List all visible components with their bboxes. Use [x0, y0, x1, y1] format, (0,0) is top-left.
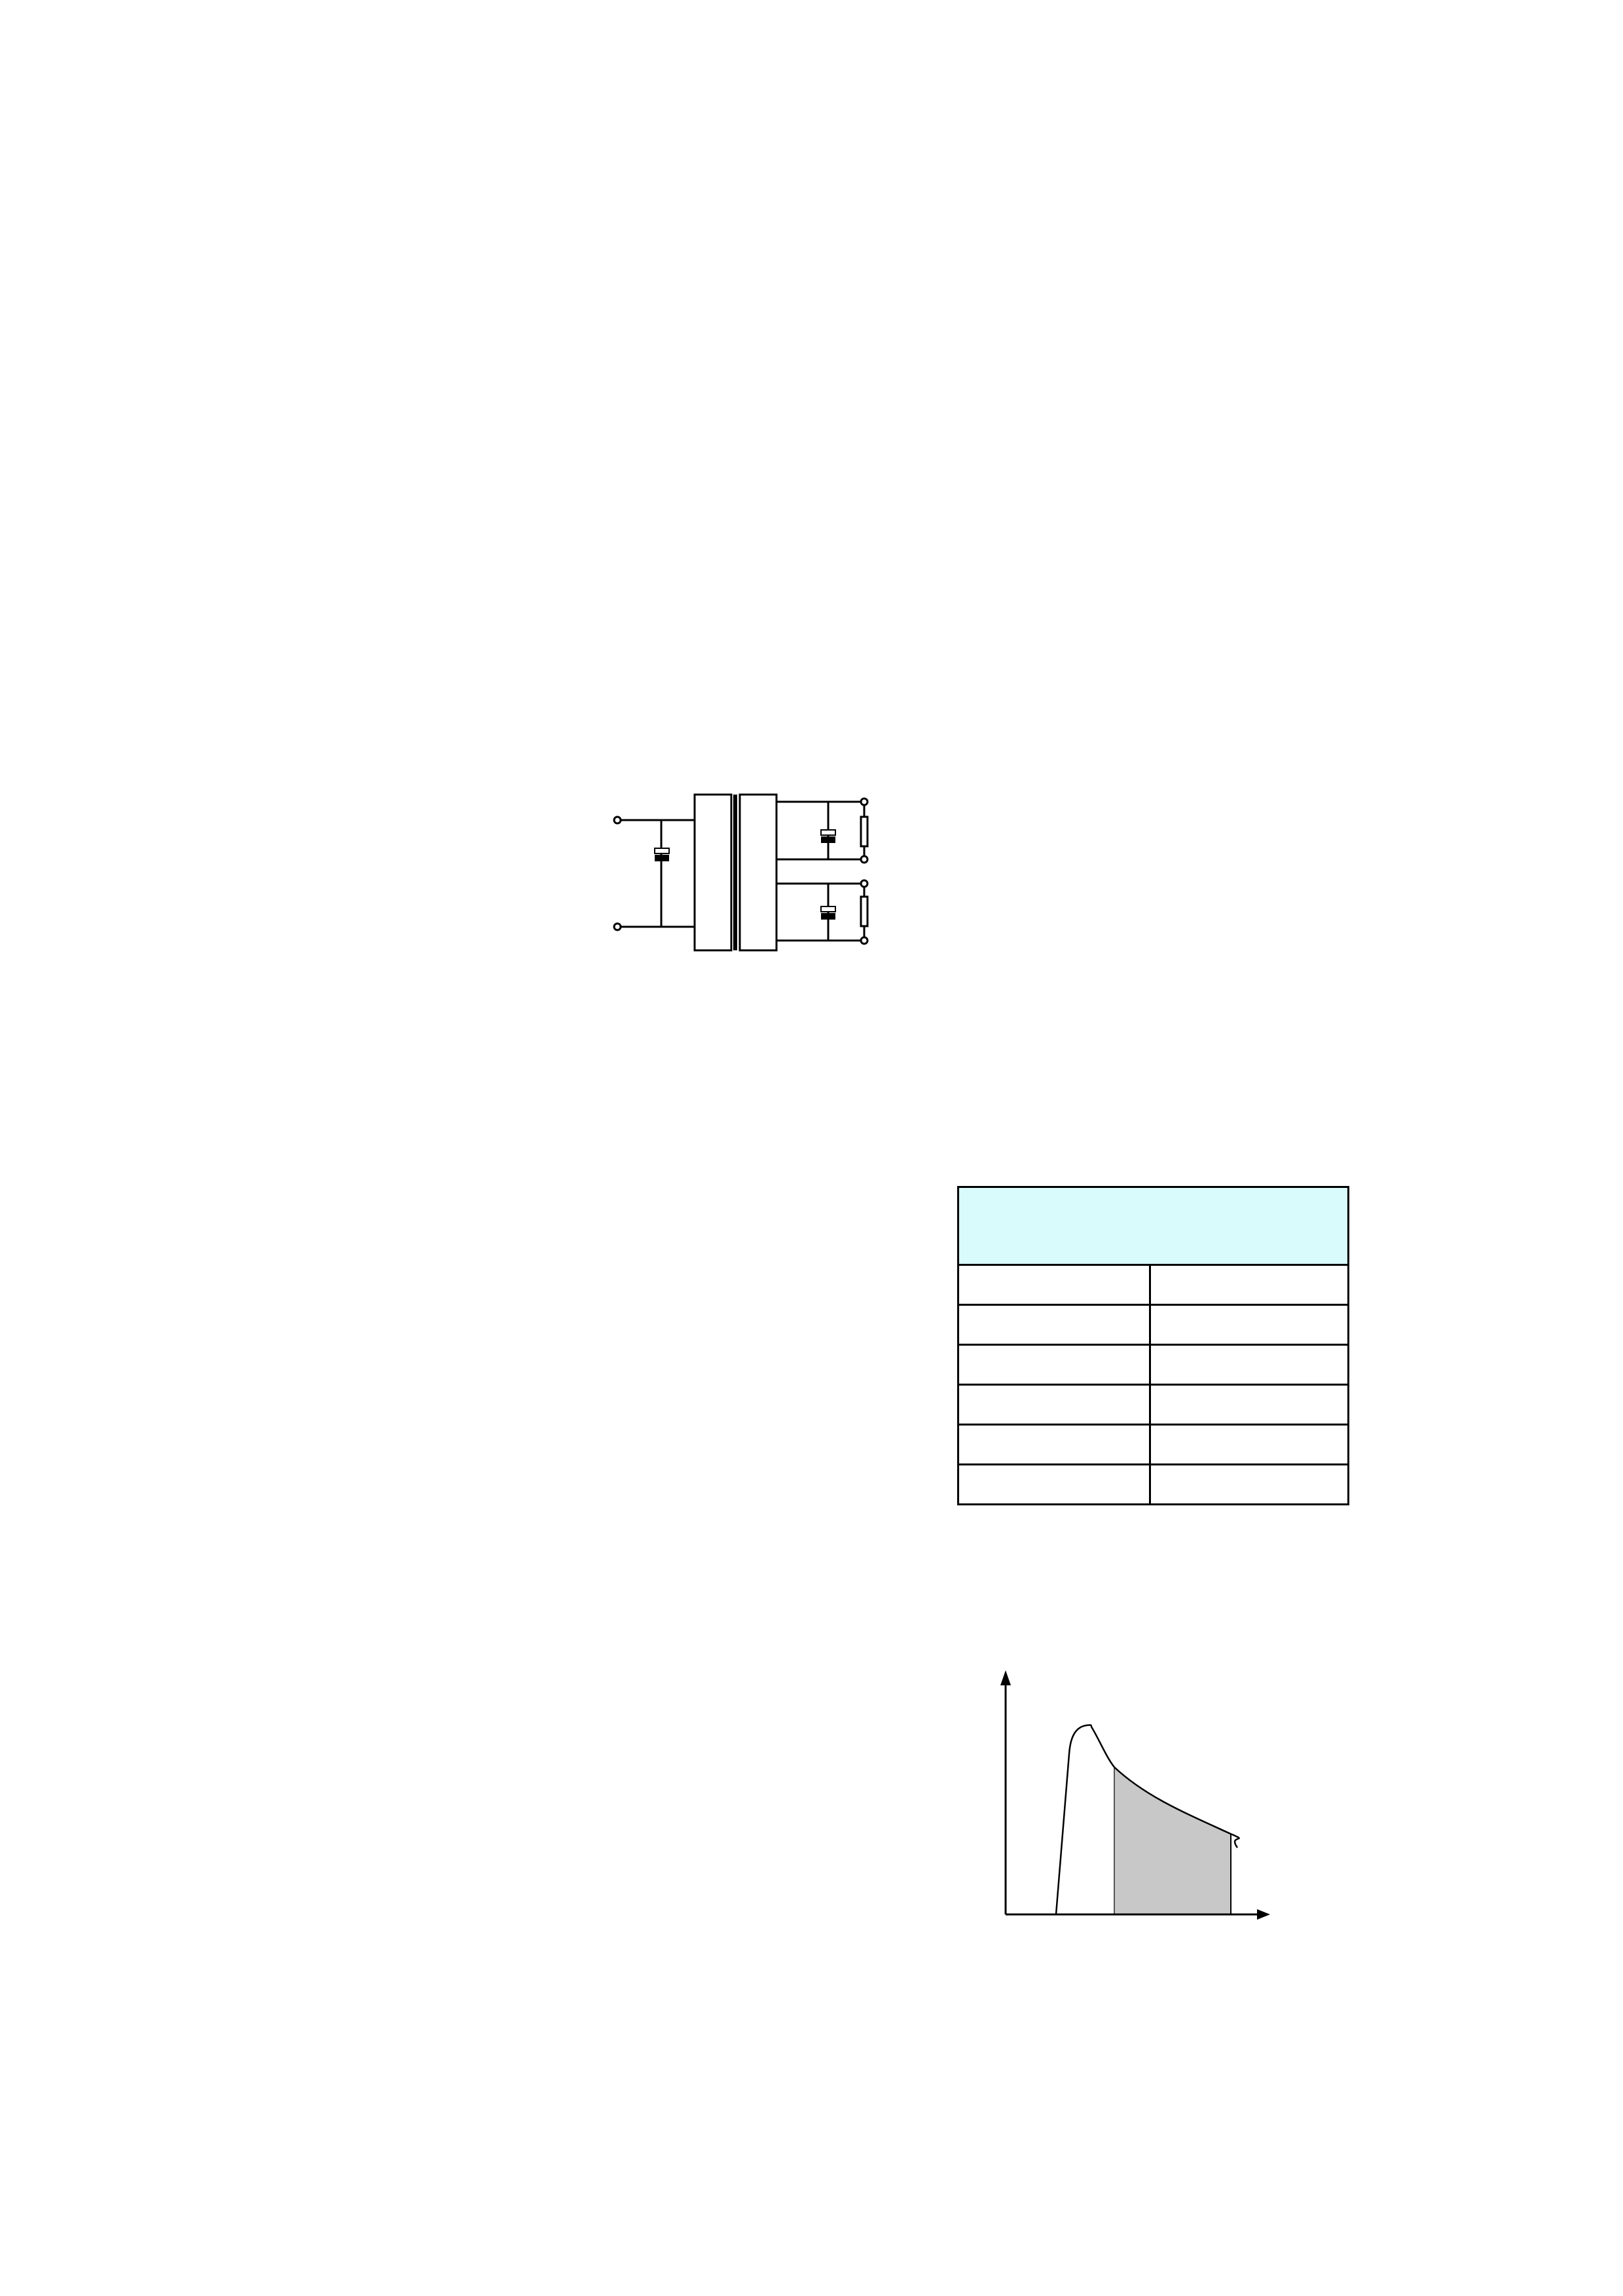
cell-vout: [958, 1465, 1150, 1505]
input-voltage-range-region: [1114, 1767, 1231, 1914]
column-header-cout: [1150, 1265, 1349, 1305]
column-header-vout: [958, 1265, 1150, 1305]
cin-capacitor-symbol: [655, 848, 669, 861]
output-capacitor-table: [957, 1186, 1349, 1505]
cell-vout: [958, 1305, 1150, 1345]
dc-output-block: [740, 795, 776, 950]
x-axis-arrow-icon: [1257, 1909, 1270, 1920]
table-row: [958, 1305, 1349, 1345]
cell-vout: [958, 1385, 1150, 1425]
table-title-row: [958, 1187, 1349, 1265]
table-title: [958, 1187, 1349, 1265]
cell-cout: [1150, 1345, 1349, 1385]
table-row: [958, 1345, 1349, 1385]
load-resistor-2: [861, 897, 867, 926]
recommended-circuit-diagram: [576, 785, 1264, 969]
cell-cout: [1150, 1385, 1349, 1425]
gnd-terminal: [614, 924, 621, 930]
cell-vout: [958, 1425, 1150, 1465]
dc-input-block: [695, 795, 731, 950]
load-resistor-1: [861, 817, 867, 846]
input-current-figure: [969, 1662, 1467, 1977]
cell-cout: [1150, 1465, 1349, 1505]
peak-electronics-logo: [1205, 134, 1480, 239]
table-row: [958, 1385, 1349, 1425]
table-row: [958, 1465, 1349, 1505]
vin-terminal: [614, 817, 621, 823]
cout2-capacitor-symbol: [821, 906, 835, 920]
cell-cout: [1150, 1305, 1349, 1345]
cell-cout: [1150, 1425, 1349, 1465]
y-axis-arrow-icon: [1000, 1670, 1011, 1685]
table-row: [958, 1425, 1349, 1465]
table-header-row: [958, 1265, 1349, 1305]
cell-vout: [958, 1345, 1150, 1385]
cout1-capacitor-symbol: [821, 830, 835, 843]
